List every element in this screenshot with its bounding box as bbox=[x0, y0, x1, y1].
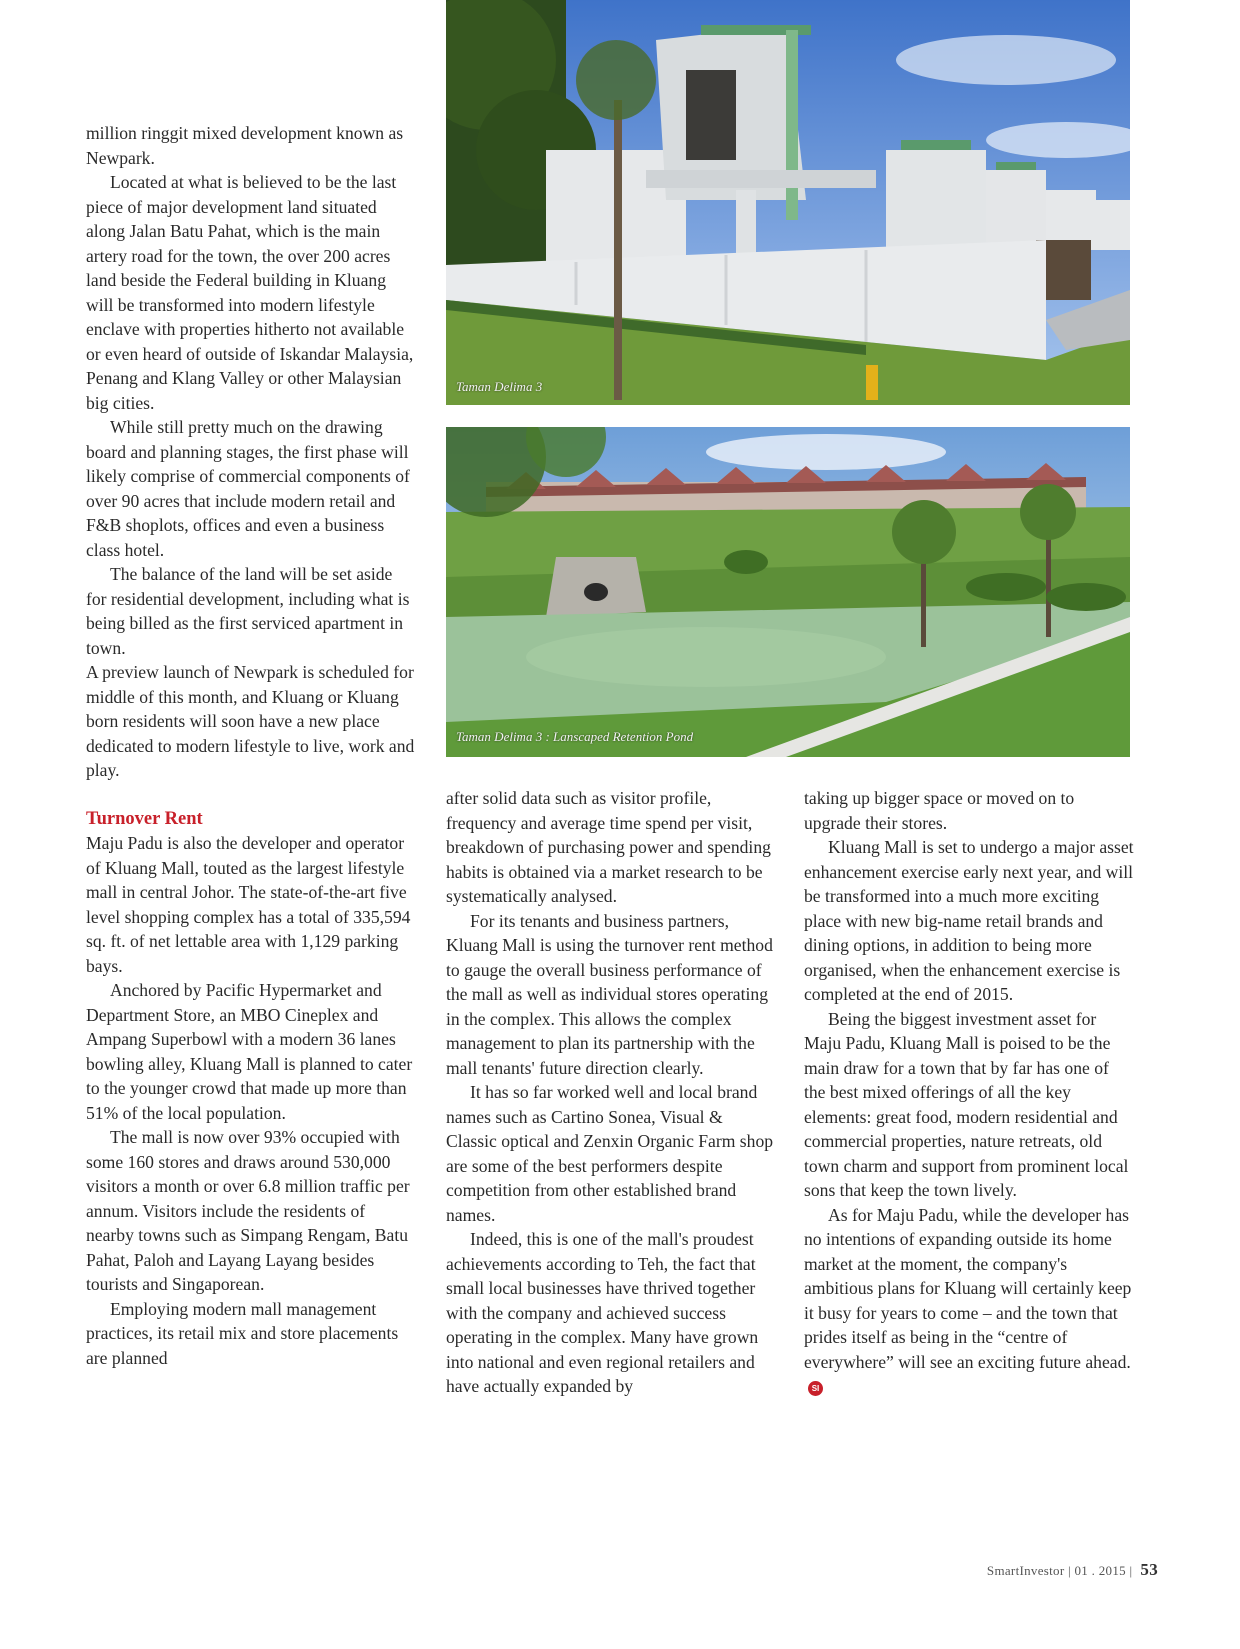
paragraph: A preview launch of Newpark is scheduled for middle of this month, and Kluang or Kluang born residents will soon have a new place dedicated to modern lifestyle to live, work and play. bbox=[86, 662, 415, 780]
paragraph: While still pretty much on the drawing board and planning stages, the first phase will likely comprise of commercial components of over 90 acres that include modern retail and F&B shoplots, offices and even a business class hotel. bbox=[86, 417, 410, 560]
paragraph: million ringgit mixed development known as Newpark. bbox=[86, 123, 404, 168]
paragraph: Being the biggest investment asset for Maju Padu, Kluang Mall is poised to be the main draw for a town that by far has one of the best mixed offerings of all the key elements: great food, modern residential and commercial properties, nature retreats, old town charm and support from prominent local sons that keep the town lively. bbox=[804, 1008, 1129, 1200]
paragraph: Maju Padu is also the developer and operator of Kluang Mall, touted as the largest lifestyle mall in central Johor. The state-of-the-art five level shopping complex has a total of 335,594 sq. ft. of net lettable area with 1,129 parking bays. bbox=[86, 833, 411, 976]
houses-illustration bbox=[446, 0, 1130, 405]
paragraph: For its tenants and business partners, Kluang Mall is using the turnover rent method to gauge the overall business performance of the mall as well as individual stores operating in the complex. This allows the complex management to plan its partnership with the mall tenants' future direction clearly. bbox=[446, 910, 773, 1078]
article-column-1 bbox=[86, 121, 416, 1370]
paragraph: Indeed, this is one of the mall's proudest achievements according to Teh, the fact that small local businesses have thrived together with the company and achieved success operating in the complex. Many have grown into national and even regional retailers and have actually expanded by bbox=[446, 1229, 759, 1396]
paragraph: Employing modern mall management practices, its retail mix and store placements are planned bbox=[86, 1298, 399, 1368]
paragraph: after solid data such as visitor profile, frequency and average time spend per visit, breakdown of purchasing power and spending habits is obtained via a market research to be systematically analysed. bbox=[446, 788, 771, 906]
photo-caption: Taman Delima 3 bbox=[456, 379, 543, 394]
pond-illustration bbox=[446, 427, 1130, 757]
end-mark-icon: SI bbox=[808, 1381, 823, 1396]
paragraph: Kluang Mall is set to undergo a major asset enhancement exercise early next year, and will be transformed into a much more exciting place with new big-name retail brands and dining options, in addition to being more organised, when the enhancement exercise is completed at the end of 2015. bbox=[804, 837, 1134, 1004]
photo-retention-pond bbox=[446, 427, 1130, 757]
article-column-3 bbox=[804, 786, 1134, 1399]
paragraph: taking up bigger space or moved on to upgrade their stores. bbox=[804, 788, 1075, 833]
photo-caption: Taman Delima 3 : Lanscaped Retention Pond bbox=[456, 729, 694, 744]
paragraph: It has so far worked well and local brand names such as Cartino Sonea, Visual & Classic optical and Zenxin Organic Farm shop are some of the best performers despite competition from other established brand names. bbox=[446, 1082, 774, 1225]
paragraph: The mall is now over 93% occupied with some 160 stores and draws around 530,000 visitors a month or over 6.8 million traffic per annum. Visitors include the residents of nearby towns such as Simpang Rengam, Batu Pahat, Paloh and Layang Layang besides tourists and Singaporean. bbox=[86, 1127, 410, 1294]
paragraph-last bbox=[804, 1203, 1134, 1399]
paragraph-text: As for Maju Padu, while the developer has no intentions of expanding outside its home market at the moment, the company's ambitious plans for Kluang will certainly keep it busy for years to come – and the town that prides itself as being in the “centre of everywhere” will see an exciting future ahead. bbox=[804, 1204, 1132, 1372]
section-heading: Turnover Rent bbox=[86, 808, 203, 829]
paragraph: The balance of the land will be set aside for residential development, including what is being billed as the first serviced apartment in town. bbox=[86, 564, 410, 658]
paragraph: Located at what is believed to be the last piece of major development land situated along Jalan Batu Pahat, which is the main artery road for the town, the over 200 acres land beside the Federal building in Kluang will be transformed into modern lifestyle enclave with properties hitherto not available or even heard of outside of Iskandar Malaysia, Penang and Klang Valley or other Malaysian big cities. bbox=[86, 172, 414, 413]
magazine-issue: SmartInvestor | 01 . 2015 | bbox=[986, 1563, 1133, 1578]
photo-taman-delima-houses bbox=[446, 0, 1130, 405]
paragraph: Anchored by Pacific Hypermarket and Department Store, an MBO Cineplex and Ampang Superbowl with a modern 36 lanes bowling alley, Kluang Mall is planned to cater to the younger crowd that made up more than 51% of the local population. bbox=[86, 980, 413, 1123]
page-number: 53 bbox=[1140, 1560, 1158, 1579]
page-footer bbox=[987, 1560, 1158, 1580]
article-column-2 bbox=[446, 786, 776, 1399]
